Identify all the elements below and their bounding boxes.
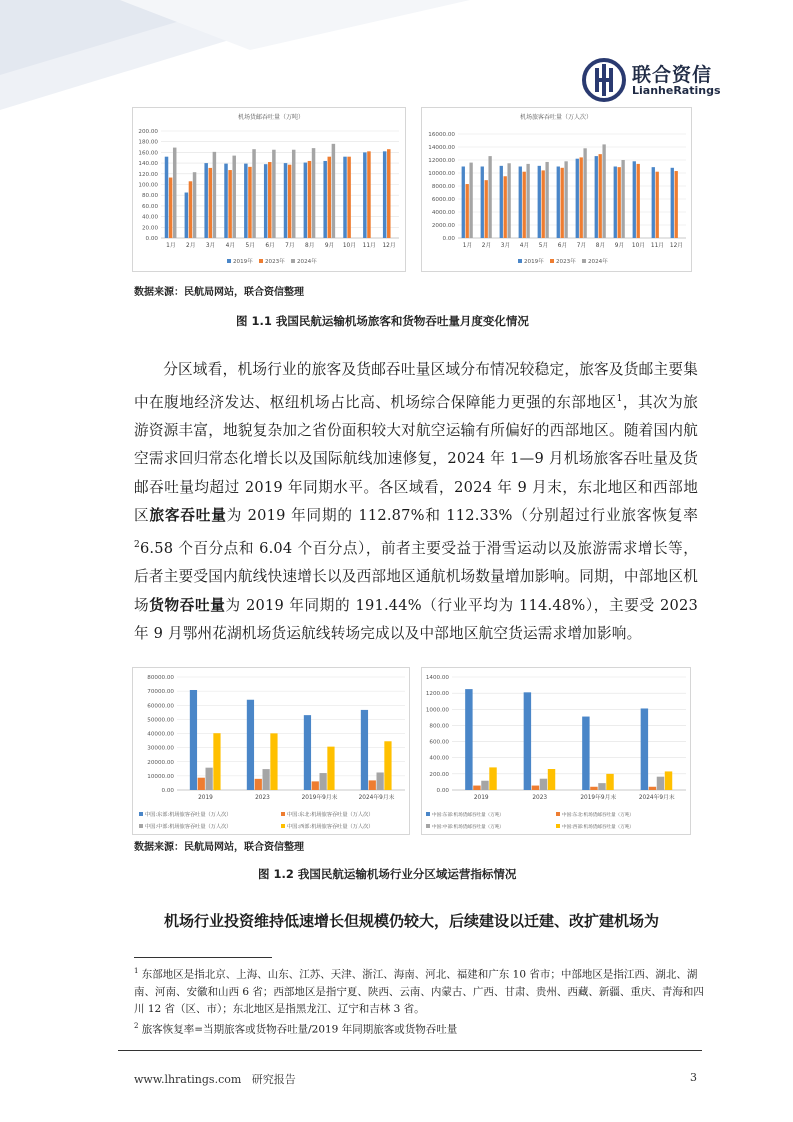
- x-tick-label: 8月: [595, 243, 606, 249]
- bar: [557, 167, 560, 239]
- bar: [606, 774, 613, 790]
- bar: [384, 741, 391, 790]
- y-tick-label: 200.00: [429, 771, 449, 778]
- bar: [462, 167, 465, 239]
- bar: [232, 156, 235, 238]
- legend-label: 2019年: [233, 259, 253, 265]
- bar: [488, 156, 491, 238]
- bar: [268, 162, 271, 238]
- bar: [599, 154, 602, 238]
- bar: [244, 164, 247, 238]
- bar: [312, 781, 319, 790]
- x-tick-label: 10月: [342, 243, 357, 249]
- y-tick-label: 40000.00: [147, 731, 174, 738]
- legend-swatch: [281, 824, 285, 828]
- x-tick-label: 5月: [245, 243, 255, 249]
- x-tick-label: 9月: [324, 243, 335, 249]
- chart-region-cargo: [421, 667, 691, 835]
- bar: [292, 150, 295, 238]
- y-tick-label: 140.00: [138, 161, 158, 168]
- bar: [213, 152, 216, 238]
- legend-label: 2024年: [297, 259, 317, 265]
- bar: [656, 172, 659, 238]
- y-tick-label: 4000.00: [431, 210, 455, 216]
- y-tick-label: 60.00: [141, 203, 158, 210]
- bar: [213, 733, 220, 790]
- bar: [320, 773, 327, 790]
- bar: [580, 157, 583, 238]
- legend-label: 中国:西部:机场旅客吞吐量（万人次）: [287, 824, 374, 830]
- bar: [252, 149, 255, 238]
- x-tick-label: 2019: [473, 795, 489, 801]
- footer-divider: [118, 1050, 702, 1051]
- footer-site-link[interactable]: www.lhratings.com: [134, 1073, 242, 1086]
- footer-left: [134, 1071, 296, 1087]
- footnote-2: $^2$ 旅客恢复率=当期旅客或货物吞吐量/2019 年同期旅客或货物吞吐量: [134, 1021, 458, 1035]
- legend-label: 中国:东北:机场旅客吞吐量（万人次）: [287, 812, 374, 818]
- y-tick-label: 100.00: [138, 182, 158, 189]
- x-tick-label: 2月: [481, 243, 492, 249]
- bar: [198, 778, 205, 790]
- bar: [466, 184, 469, 238]
- bar: [500, 166, 503, 238]
- footnote-1: $^1$ 东部地区是指北京、上海、山东、江苏、天津、浙江、海南、河北、福建和广东 10 省市；中部地区是指江西、湖北、湖南、河南、安徽和山西 6 省；西部地区是指宁夏、陕西、云南、内蒙古、广西、甘肃、贵州、西藏、新疆、重庆、青海和四川 12 省（区、市）；东北地区是指黑龙江、辽宁和吉林 3 省。: [134, 967, 704, 1015]
- x-tick-label: 9月: [614, 243, 625, 249]
- x-tick-label: 10月: [631, 243, 646, 249]
- legend-label: 2023年: [265, 259, 285, 265]
- chart-title: 机场旅客吞吐量（万人次）: [519, 114, 593, 121]
- y-tick-label: 120.00: [138, 171, 158, 178]
- bar: [165, 157, 168, 238]
- legend-label: 中国:西部:机场货邮吞吐量（万吨）: [562, 825, 635, 830]
- legend-label: 2023年: [556, 259, 576, 265]
- y-tick-label: 10000.00: [147, 773, 174, 780]
- x-tick-label: 3月: [205, 243, 216, 249]
- y-tick-label: 1000.00: [425, 707, 449, 714]
- bar: [481, 781, 488, 790]
- y-tick-label: 20.00: [141, 225, 158, 232]
- x-tick-label: 2024年9月末: [358, 795, 395, 801]
- legend-label: 中国:东部:机场货邮吞吐量（万吨）: [432, 813, 505, 818]
- bar: [561, 168, 564, 238]
- bar: [323, 161, 326, 238]
- bar: [228, 170, 231, 238]
- bar: [169, 178, 172, 238]
- x-tick-label: 2023: [532, 795, 548, 801]
- y-tick-label: 200.00: [138, 129, 158, 135]
- y-tick-label: 30000.00: [147, 745, 174, 752]
- bar: [204, 163, 207, 238]
- bar: [473, 786, 480, 790]
- bar: [272, 150, 275, 238]
- bar: [532, 786, 539, 790]
- logo-mark-icon: [582, 58, 626, 102]
- bar: [270, 733, 277, 790]
- y-tick-label: 0.00: [145, 236, 158, 242]
- x-tick-label: 12月: [669, 243, 684, 249]
- legend-swatch: [556, 812, 560, 816]
- bar: [602, 144, 605, 238]
- bar: [347, 157, 350, 238]
- y-tick-label: 80.00: [141, 193, 158, 200]
- x-tick-label: 1月: [166, 243, 176, 249]
- legend-swatch: [426, 812, 430, 816]
- x-tick-label: 2019年9月末: [301, 795, 338, 801]
- bar: [564, 161, 567, 238]
- x-tick-label: 6月: [265, 243, 275, 249]
- bar: [618, 167, 621, 238]
- legend-label: 中国:中部:机场旅客吞吐量（万人次）: [145, 824, 232, 830]
- bar: [538, 166, 541, 238]
- footer-label: 研究报告: [251, 1073, 296, 1086]
- x-tick-label: 2月: [186, 243, 196, 249]
- bar: [469, 163, 472, 238]
- bar: [367, 151, 370, 238]
- y-tick-label: 50000.00: [147, 717, 174, 724]
- chart-passenger-monthly: [421, 107, 692, 272]
- y-tick-label: 80000.00: [147, 675, 174, 681]
- bar: [519, 167, 522, 239]
- chart-cargo-monthly: [132, 107, 406, 272]
- y-tick-label: 60000.00: [147, 703, 174, 710]
- bar: [361, 710, 368, 790]
- x-tick-label: 7月: [576, 243, 587, 249]
- y-tick-label: 20000.00: [147, 759, 174, 766]
- bar: [665, 771, 672, 790]
- bar: [343, 157, 346, 238]
- x-tick-label: 2019: [198, 795, 213, 801]
- bar: [206, 768, 213, 790]
- y-tick-label: 70000.00: [147, 689, 174, 696]
- body-paragraph: 分区域看，机场行业的旅客及货邮吞吐量区域分布情况较稳定，旅客及货邮主要集中在腹地经济发达、枢纽机场占比高、机场综合保障能力更强的东部地区$^1$，其次为旅游资源丰富，地貌复杂加之省份面积较大对航空运输有所偏好的西部地区。随着国内航空需求回归常态化增长以及国际航线加速修复，2024 年 1—9 月机场旅客吞吐量及货邮吞吐量均超过 2019 年同期水平。各区域看，2024 年 9 月末，东北地区和西部地区旅客吞吐量为 2019 年同期的 112.87%和 112.33%（分别超过行业旅客恢复率$^2$6.58 个百分点和 6.04 个百分点），前者主要受益于滑雪运动以及旅游需求增长等，后者主要受国内航线快速增长以及西部地区通航机场数量增加影响。同期，中部地区机场货物吞吐量为 2019 年同期的 191.44%（行业平均为 114.48%），主要受 2023 年 9 月鄂州花湖机场货运航线转场完成以及中部地区航空货运需求增加影响。: [134, 361, 698, 643]
- bar: [224, 164, 227, 238]
- legend-label: 中国:中部:机场货邮吞吐量（万吨）: [432, 825, 505, 830]
- legend-swatch: [582, 259, 586, 263]
- logo-name: 联合资信: [632, 64, 713, 86]
- y-tick-label: 0.00: [161, 788, 174, 794]
- bar: [582, 717, 589, 790]
- legend-swatch: [556, 824, 560, 828]
- y-tick-label: 16000.00: [428, 132, 455, 138]
- bar: [590, 787, 597, 790]
- x-tick-label: 11月: [650, 243, 665, 249]
- x-tick-label: 11月: [362, 243, 376, 249]
- footnote-ref-2[interactable]: 2: [134, 539, 140, 550]
- bar: [185, 193, 188, 238]
- y-tick-label: 1200.00: [425, 691, 449, 698]
- chart-region-passenger: [132, 667, 410, 835]
- bar: [383, 151, 386, 238]
- bar: [548, 769, 555, 790]
- legend-swatch: [281, 812, 285, 816]
- bar: [363, 152, 366, 238]
- bar: [523, 172, 526, 238]
- y-tick-label: 12000.00: [428, 158, 455, 164]
- y-tick-label: 600.00: [429, 739, 449, 746]
- footnote-divider: [134, 957, 272, 958]
- legend-label: 中国:东部:机场旅客吞吐量（万人次）: [145, 812, 232, 818]
- bar: [209, 168, 212, 238]
- bar: [675, 171, 678, 238]
- bar: [637, 164, 640, 238]
- x-tick-label: 12月: [382, 243, 396, 249]
- bar: [304, 715, 311, 790]
- bar: [263, 769, 270, 790]
- bar: [507, 163, 510, 238]
- figure1-source: 数据来源：民航局网站，联合资信整理: [134, 287, 304, 298]
- y-tick-label: 10000.00: [428, 171, 455, 177]
- bar: [173, 148, 176, 238]
- bar: [264, 164, 267, 238]
- bar: [377, 772, 384, 790]
- y-tick-label: 800.00: [429, 723, 449, 730]
- legend-label: 2019年: [524, 259, 544, 265]
- bar: [248, 167, 251, 238]
- legend-swatch: [139, 824, 143, 828]
- bar: [255, 779, 262, 790]
- bar: [465, 689, 472, 790]
- legend-label: 中国:东北:机场货邮吞吐量（万吨）: [562, 813, 635, 818]
- legend-swatch: [227, 259, 231, 263]
- bar: [288, 165, 291, 238]
- legend-swatch: [426, 824, 430, 828]
- legend-swatch: [291, 259, 295, 263]
- y-tick-label: 6000.00: [431, 197, 455, 203]
- bar: [189, 181, 192, 238]
- y-tick-label: 400.00: [429, 755, 449, 762]
- legend-swatch: [518, 259, 522, 263]
- bar: [247, 700, 254, 790]
- bar: [657, 777, 664, 790]
- y-tick-label: 0.00: [436, 788, 449, 794]
- x-tick-label: 2023: [255, 795, 270, 801]
- bar: [641, 708, 648, 790]
- bar: [504, 176, 507, 238]
- legend-swatch: [259, 259, 263, 263]
- x-tick-label: 3月: [500, 243, 511, 249]
- y-tick-label: 40.00: [141, 214, 158, 221]
- highlight-cargo: 货物吞吐量: [149, 596, 226, 614]
- x-tick-label: 2024年9月末: [638, 795, 675, 801]
- bar: [481, 167, 484, 239]
- bar: [190, 690, 197, 790]
- bar: [327, 747, 334, 790]
- footnotes: [134, 963, 704, 1038]
- chart-title: 机场货邮吞吐量（万吨）: [237, 114, 305, 121]
- x-tick-label: 6月: [557, 243, 568, 249]
- bar: [540, 779, 547, 790]
- figure2-source: 数据来源：民航局网站，联合资信整理: [134, 842, 304, 853]
- highlight-passenger: 旅客吞吐量: [149, 507, 227, 525]
- x-tick-label: 4月: [225, 243, 236, 249]
- bar: [485, 180, 488, 238]
- y-tick-label: 180.00: [138, 139, 158, 146]
- x-tick-label: 4月: [519, 243, 530, 249]
- bar: [595, 156, 598, 238]
- y-tick-label: 2000.00: [431, 223, 455, 229]
- x-tick-label: 5月: [538, 243, 549, 249]
- bar: [583, 148, 586, 238]
- x-tick-label: 7月: [285, 243, 295, 249]
- bar: [614, 167, 617, 239]
- bar: [193, 172, 196, 238]
- x-tick-label: 2019年9月末: [580, 795, 617, 801]
- bar: [621, 160, 624, 238]
- bar: [526, 164, 529, 238]
- figure1-caption: 图 1.1 我国民航运输机场旅客和货物吞吐量月度变化情况: [236, 314, 529, 328]
- bar: [312, 148, 315, 238]
- bar: [328, 157, 331, 238]
- bar: [576, 159, 579, 238]
- legend-swatch: [139, 812, 143, 816]
- bar: [332, 144, 335, 238]
- bar: [545, 162, 548, 238]
- footnote-ref-1[interactable]: 1: [616, 393, 623, 404]
- x-tick-label: 8月: [305, 243, 315, 249]
- bar: [304, 163, 307, 238]
- y-tick-label: 0.00: [442, 236, 455, 242]
- y-tick-label: 8000.00: [431, 184, 455, 190]
- company-logo: [582, 58, 732, 102]
- bar: [524, 692, 531, 790]
- bar: [308, 161, 311, 238]
- page-number: 3: [690, 1071, 697, 1084]
- logo-subtitle: LianheRatings: [632, 84, 721, 97]
- bar: [369, 780, 376, 790]
- bar: [652, 167, 655, 238]
- y-tick-label: 14000.00: [428, 145, 455, 151]
- bar: [387, 149, 390, 238]
- bar: [489, 767, 496, 790]
- legend-label: 2024年: [588, 259, 608, 265]
- y-tick-label: 1400.00: [425, 675, 449, 681]
- bar: [633, 161, 636, 238]
- bar: [649, 787, 656, 790]
- figure2-caption: 图 1.2 我国民航运输机场行业分区域运营指标情况: [258, 867, 517, 881]
- bar: [598, 783, 605, 790]
- bar: [542, 170, 545, 238]
- y-tick-label: 160.00: [138, 150, 158, 157]
- x-tick-label: 1月: [462, 243, 473, 249]
- bar: [671, 168, 674, 238]
- legend-swatch: [550, 259, 554, 263]
- section-lead-paragraph: 机场行业投资维持低速增长但规模仍较大，后续建设以迁建、改扩建机场为: [164, 912, 660, 930]
- bar: [284, 163, 287, 238]
